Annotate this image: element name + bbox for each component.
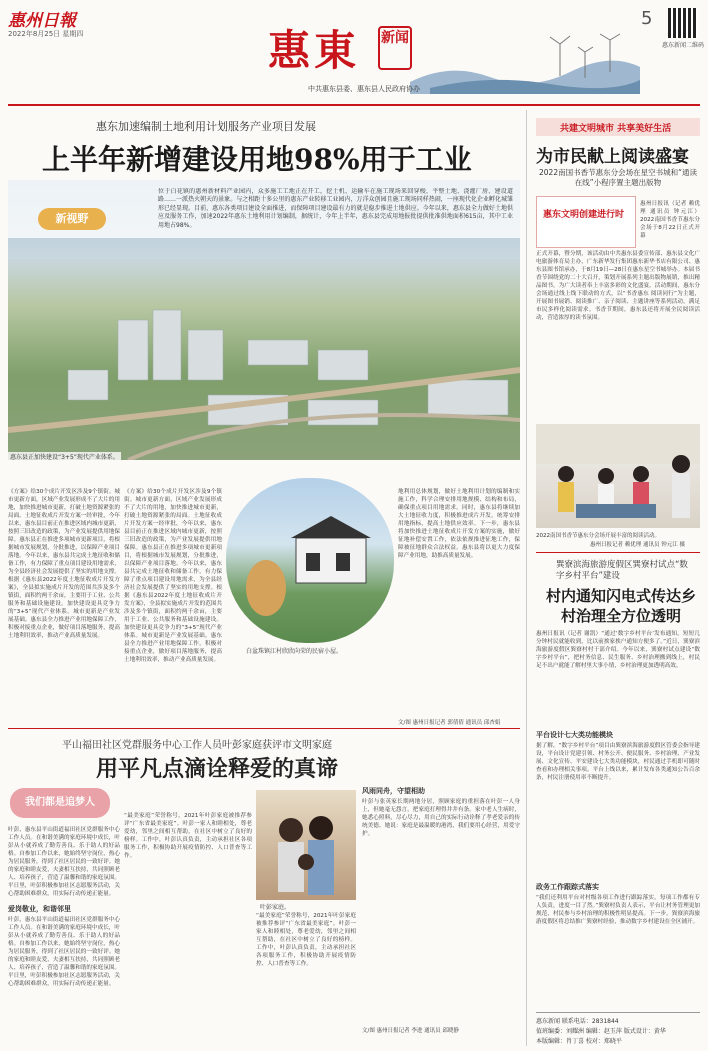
right2-kicker: 巽寮滨海旅游度假区巽寮村试点“数字乡村平台”建设: [556, 560, 688, 581]
right2-subhead-2: 政务工作跟踪式落实: [536, 883, 599, 891]
section-divider: [8, 728, 520, 729]
lead-photo: [8, 180, 520, 460]
right-kicker: 共建文明城市 共享美好生活: [560, 124, 672, 134]
mid-circle-photo: [226, 478, 394, 643]
right-badge-box: [536, 196, 636, 248]
right-badge: 惠东文明创建进行时: [543, 210, 625, 220]
turbines: [550, 34, 620, 78]
page-number: 5: [641, 8, 653, 29]
reading-event-photo: [536, 424, 700, 528]
footer-divider: [536, 1012, 700, 1013]
footer-line-2: 值班编委：刘耀洲 编辑：赵玉萍 版式设计：黄华: [536, 1028, 666, 1035]
family-photo-caption: 叶彭家庭。: [260, 904, 291, 911]
lead-intro: 位于白花镇的惠州新材料产业园内，众多施工工地正在开工，挖土机、运输车在施工现场来回穿梭，平整土地、浇灌厂房、建设道路……一派热火朝天的景象。与之相距十多公里的惠东产业转移工业园内，万洋众创园且施工现场同样热闹，一座现代化企业孵化城雏形已经显现。目前，惠东各类项目建设全面推进，而保障项目建设最有力的就是稳步推进土地供应。今年以来，惠东县全力做好土地供应及服务工作，加速2022年惠东土地利用计划编制，据统计，今年上半年，惠东县完成用地报批提供批准供地面积615亩，其中工业用地占98%。: [158, 188, 513, 229]
wind-turbine-illustration: [410, 22, 640, 94]
masthead-title: 惠東: [268, 26, 361, 75]
publisher-line: 中共惠东县委、惠东县人民政府协办: [308, 85, 420, 93]
family-photo: [256, 790, 356, 900]
family-figures: [256, 790, 356, 900]
reading-photo-caption: 2022南国书香节惠东分会场开展丰富的阅读活动。: [536, 533, 660, 539]
second-body-col4: 叶彭与张英家长期两地分居，照顾家庭的重担落在叶彭一人身上，但她毫无怨言，把家庭打理得井井有条。家中老人生病时，她悉心照料，尽心尽力，用自己的实际行动诠释了孝老爱亲的传统美德。她说：家庭是最温暖的港湾，我们要用心经营，用爱守护。: [362, 799, 520, 837]
lead-headline: 上半年新增建设用地98%用于工业: [42, 143, 472, 176]
masthead-badge: 新闻: [378, 26, 412, 70]
mid-photo-caption: 白盆珠镇江村欣欣向荣的民宿小屋。: [246, 648, 343, 655]
second-body-col2: “最美家庭”荣誉称号，2021年叶彭家庭被推荐参评“广东省最美家庭”。叶彭一家人和睦相处，尊老爱幼，邻里之间相互帮助，在社区中树立了良好的榜样。工作中，叶彭认真负责，主动承担社区各项服务工作，积极协助开展疫情防控、人口普查等工作。: [124, 813, 252, 859]
issue-date: 2022年8月25日 星期四: [8, 30, 84, 38]
right2-body-3: “我们还利用平台对村级各项工作进行跟踪落实，每项工作都有专人负责，进度一目了然。”巽寮村负责人表示，平台让村务管理更加规范，村民参与乡村治理的积极性明显提高。下一步，巽寮滨海旅游度假区将总结推广巽寮村经验，推动数字乡村建设在全区铺开。: [536, 895, 700, 925]
right-byline-lead: 惠州日报讯（记者 赖优理 通讯员 钟元江）2022南国书香节惠东分会场于8月22日正式开幕: [640, 201, 700, 239]
qr-label: 惠东新闻二维码: [662, 42, 705, 49]
column-badge: 我们都是追梦人: [10, 788, 110, 818]
column-divider: [526, 110, 527, 1046]
right-subhead: 2022南国书香节惠东分会场在星空书城和“通读在线”小程序置主题出版物: [539, 168, 697, 187]
right2-headline: 村内通知闪电式传达乡村治理全方位透明: [545, 587, 696, 625]
footer-line-3: 本版编辑：肖丁喜 校对：郑晓平: [536, 1038, 622, 1045]
second-headline: 用平凡点滴诠释爱的真谛: [96, 756, 339, 782]
second-subhead-1: 爱岗敬业，和谐邻里: [8, 905, 71, 913]
lead-body-col3: 地利用总体规划，做好土地利用计划的编制和实施工作，科学合理安排用地规模、结构和布局，确保重点项目用地需求。同时，惠东县将继续加大土地征收力度，积极推进成片开发，统筹安排用地指标，提高土地供应效率。下一步，惠东县将加快推进土地征收成片开发方案的实施，做好征地补偿安置工作，依法依规推进征地工作，保障被征地群众合法权益。惠东县将以更大力度保障产业用地，助推高质量发展。: [398, 489, 520, 559]
footer-line-1: 惠东新闻 联系电话：2831844: [536, 1018, 619, 1025]
right2-subhead-1: 平台设计七大类功能模块: [536, 731, 613, 739]
lead-body-col1: 《方案》给30个成片开发区涉及9个镇街。城市更新方面，区域产业发展形成不了大片的用地，加快推进城市更新，打破土地资源紧张的局面。土地征收成片开发方案一经审批，今年以来，惠东县目前正在推进区域内城市更新，按照三旧改造的政策，为产业发展提供用地保障。惠东县正在推进多项城市更新项目，将根据城市发展规划，分批推进，以保障产业项目落地。今年以来，惠东县共完成土地征收和储备工作，有力保障了重点项目建设用地需求，为全县经济社会发展提供了坚实的用地支撑。根据《惠东县2022年度土地征收成片开发方案》，全县拟实施成片开发的范围共涉及多个镇街，面积约两千余亩，主要用于工业、公共服务和基础设施建设。加快建设更具竞争力的“3+5”现代产业体系。城市更新是产业发展基础。惠东县全力推进产业用地保障工作，积极对接重点企业，做好项目落地服务，提高土地利用效率，推动产业高质量发展。: [8, 489, 120, 639]
second-kicker: 平山福田社区党群服务中心工作人员叶彭家庭获评市文明家庭: [62, 740, 332, 751]
lead-kicker: 惠东加速编制土地利用计划服务产业项目发展: [96, 120, 316, 133]
lead-body-col2: 《方案》给30个成片开发区涉及9个镇街。城市更新方面，区域产业发展形成不了大片的用地，加快推进城市更新，打破土地资源紧张的局面。土地征收成片开发方案一经审批，今年以来，惠东县目前正在推进区域内城市更新，按照三旧改造的政策，为产业发展提供用地保障。惠东县正在推进多项城市更新项目，将根据城市发展规划，分批推进，以保障产业项目落地。今年以来，惠东县共完成土地征收和储备工作，有力保障了重点项目建设用地需求，为全县经济社会发展提供了坚实的用地支撑。根据《惠东县2022年度土地征收成片开发方案》，全县拟实施成片开发的范围共涉及多个镇街，面积约两千余亩，主要用于工业、公共服务和基础设施建设。加快建设更具竞争力的“3+5”现代产业体系。城市更新是产业发展基础。惠东县全力推进产业用地保障工作，积极对接重点企业，做好项目落地服务，提高土地利用效率，推动产业高质量发展。: [124, 489, 222, 663]
header-divider: [8, 104, 700, 106]
second-body-col1: 叶彭，惠东县平山街道福田社区党群服务中心工作人员。在和谐美满的家庭环境中成长，叶彭从小就养成了勤劳善良、乐于助人的好品格。自参加工作以来，她始终坚守岗位，热心为居民服务，得到了社区居民的一致好评。她的家庭和睦友爱，夫妻相互扶持，共同照顾老人、培养孩子，营造了温馨和谐的家庭氛围。平日里，叶彭积极参加社区志愿服务活动，关心帮助困难群众，用实际行动传递正能量。: [8, 827, 120, 897]
right2-body-2: 据了解，“数字乡村平台”项目由巽寮滨海旅游度假区管委会指导建设，平台设计党建引领、村务公开、便民服务、乡村治理、产业发展、文化宣传、平安建设七大类功能模块，村民通过手机即可随时查看和办理相关事项。平台上线以来，累计发布各类通知公告百余条，村民注册使用率不断提升。: [536, 743, 700, 781]
second-body-col1b: 叶彭，惠东县平山街道福田社区党群服务中心工作人员。在和谐美满的家庭环境中成长，叶彭从小就养成了勤劳善良、乐于助人的好品格。自参加工作以来，她始终坚守岗位，热心为居民服务，得到了社区居民的一致好评。她的家庭和睦友爱，夫妻相互扶持，共同照顾老人、培养孩子，营造了温馨和谐的家庭氛围。平日里，叶彭积极参加社区志愿服务活动，关心帮助困难群众，用实际行动传递正能量。: [8, 917, 120, 987]
right2-body: 惠州日报讯（记者 谢凯）“通过‘数字乡村平台’发布通知，短短几分钟村民就能收到，比以前挨家挨户通知方便多了。”近日，巽寮滨海旅游度假区巽寮村村干部介绍。今年以来，巽寮村试点建设“数字乡村平台”，把村务信息、民生服务、乡村治理搬到线上，村民足不出户就能了解村里大事小情，乡村治理更加透明高效。: [536, 631, 700, 669]
lead-photo-caption: 惠东县正加快建设“3+5”现代产业体系。: [10, 454, 119, 460]
right-body: 正式开幕，暨分期，该活动由中共惠东县委宣传部、惠东县文化广电旅游体育局主办，广东新华发行集团惠东新华书店有限公司、惠东县图书馆承办，于8月19日—28日在惠东星空书城举办。本届书香节围绕党的二十大召开，策划开展系列主题出版物展销，推出精品图书，为广大读者奉上丰富多彩的文化盛宴。活动期间，惠东分会场通过线上线下联动的方式，以“书香惠东 阅读同行”为主题，开展图书展销、阅读推广、亲子阅读、主题讲座等系列活动，满足市民多样化阅读需求。书香节期间，惠东县还将开展全民阅读活动，营造浓厚的读书氛围。: [536, 251, 700, 321]
right-divider: [536, 552, 700, 553]
second-subhead-2: 风雨同舟，守望相助: [362, 787, 425, 795]
second-byline: 文/图 惠州日报记者 李进 通讯员 邱晓静: [362, 1028, 459, 1034]
children-reading: [536, 424, 700, 528]
second-body-col3: “最美家庭”荣誉称号，2021年叶彭家庭被推荐参评“广东省最美家庭”。叶彭一家人和睦相处，尊老爱幼，邻里之间相互帮助，在社区中树立了良好的榜样。工作中，叶彭认真负责，主动承担社区各项服务工作，积极协助开展疫情防控、人口普查等工作。: [256, 913, 356, 967]
reading-photo-byline: 惠州日报记者 赖优理 通讯员 钟元江 摄: [590, 542, 685, 548]
minsu-house: [226, 478, 394, 643]
lead-byline: 文/图 惠州日报记者 郭倩倩 通讯员 邱杏娟: [398, 720, 501, 726]
right-headline: 为市民献上阅读盛宴: [536, 147, 689, 167]
lead-section-badge: 新视野: [38, 208, 106, 230]
newspaper-brand: 惠州日報: [8, 11, 76, 31]
qr-code-icon[interactable]: [668, 8, 698, 38]
